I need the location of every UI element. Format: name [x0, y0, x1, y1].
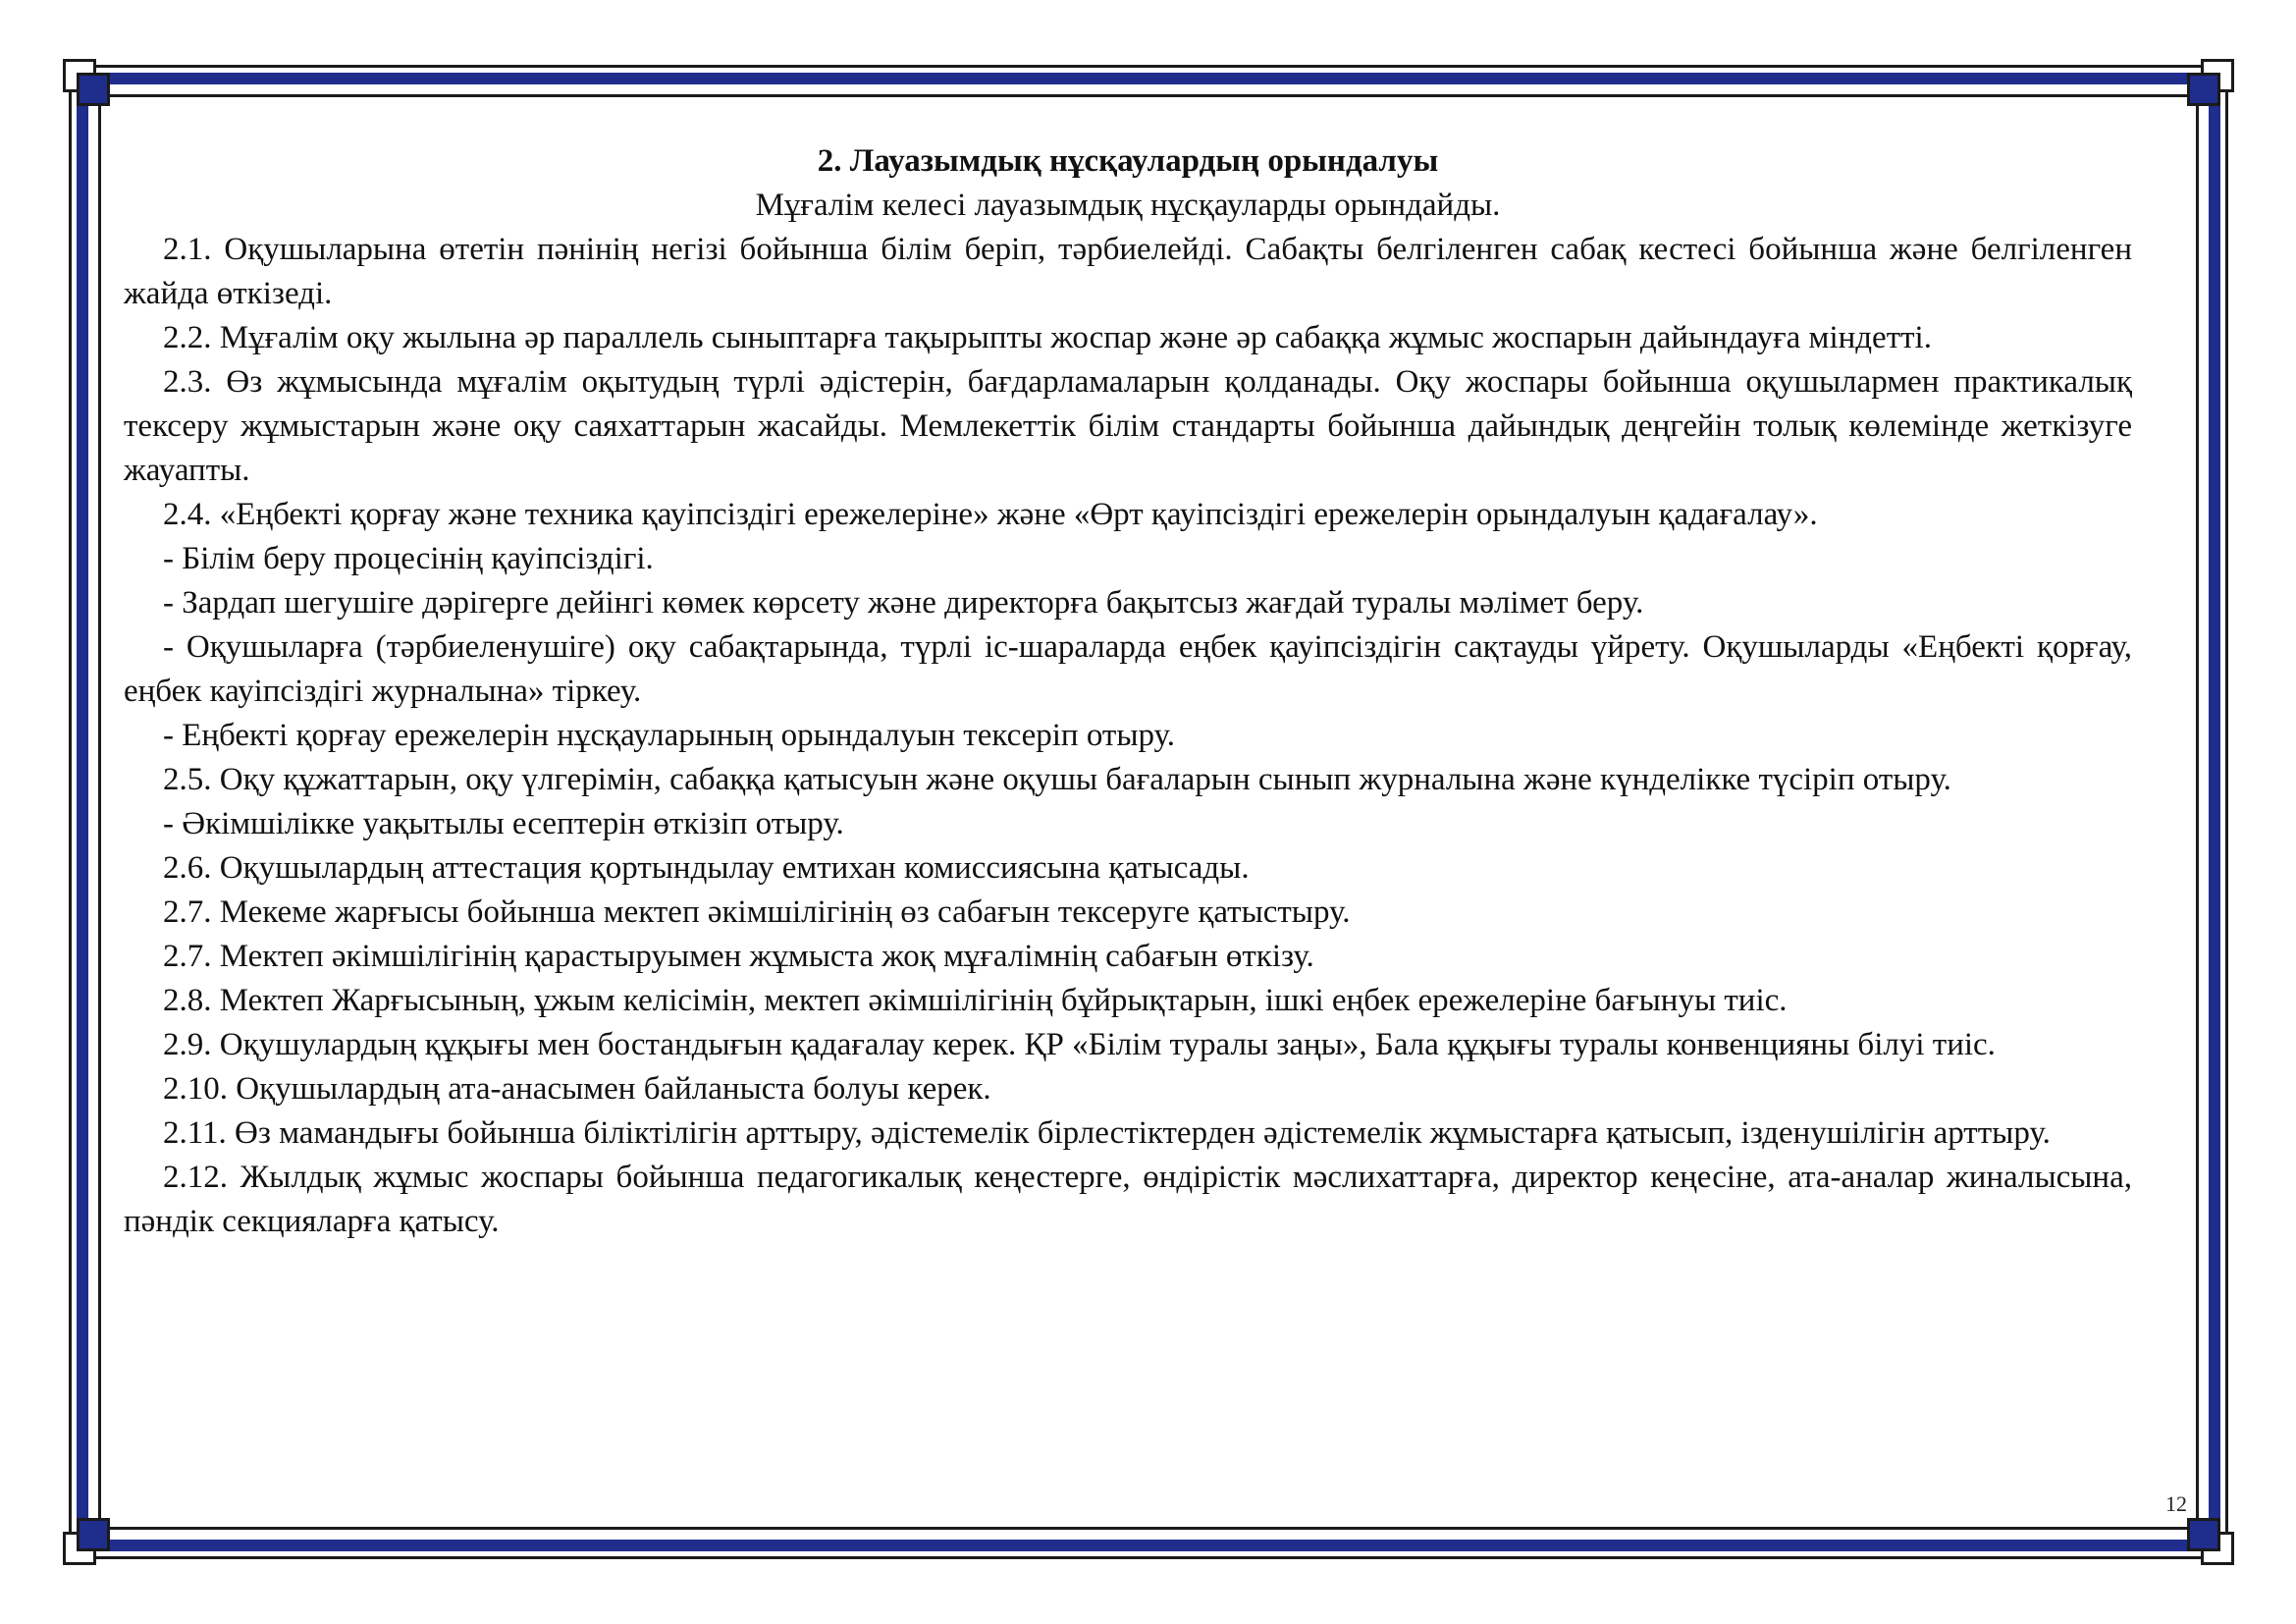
section-title: 2. Лауазымдық нұсқаулардың орындалуы: [817, 143, 1439, 179]
document-body: [124, 139, 2132, 1244]
frame-corner-ornament: [2187, 1518, 2234, 1565]
paragraph: 2.4. «Еңбекті қорғау және техника қауіпсіздігі ережелеріне» және «Өрт қауіпсіздігі ережелерін орындалуын қадағалау».: [163, 497, 1818, 532]
frame-corner-ornament: [63, 1518, 110, 1565]
paragraph: 2.6. Оқушылардың аттестация қортындылау емтихан комиссиясына қатысады.: [163, 850, 1250, 886]
paragraph: 2.5. Оқу құжаттарын, оқу үлгерімін, сабаққа қатысуын және оқушы бағаларын сынып журналына және күнделікке түсіріп отыру.: [163, 762, 1951, 797]
paragraph: 2.8. Мектеп Жарғысының, ұжым келісімін, мектеп әкімшілігінің бұйрықтарын, ішкі еңбек ережелеріне бағынуы тиіс.: [163, 983, 1788, 1018]
paragraph: 2.7. Мектеп әкімшілігінің қарастыруымен жұмыста жоқ мұғалімнің сабағын өткізу.: [163, 939, 1314, 974]
paragraph: 2.9. Оқушулардың құқығы мен бостандығын қадағалау керек. ҚР «Білім туралы заңы», Бала құқығы туралы конвенцияны білуі тиіс.: [163, 1027, 1996, 1062]
frame-corner-ornament: [2187, 59, 2234, 106]
paragraph: 2.11. Өз мамандығы бойынша біліктілігін арттыру, әдістемелік бірлестіктерден әдістемелік жұмыстарға қатысып, ізденушілігін арттыру.: [163, 1115, 2051, 1151]
paragraph: 2.12. Жылдық жұмыс жоспары бойынша педагогикалық кеңестерге, өндірістік мәслихаттарға, директор кеңесіне, ата-аналар жиналысына, пәндік секцияларға қатысу.: [124, 1160, 2132, 1239]
frame-corner-ornament: [63, 59, 110, 106]
paragraph: 2.7. Мекеме жарғысы бойынша мектеп әкімшілігінің өз сабағын тексеруге қатыстыру.: [163, 894, 1351, 930]
paragraph: 2.3. Өз жұмысында мұғалім оқытудың түрлі әдістерін, бағдарламаларын қолданады. Оқу жоспары бойынша оқушылармен практикалық тексеру жұмыстарын және оқу саяхаттарын жасайды. Мемлекеттік білім стандарты бойынша дайындық деңгейін толық көлемінде жеткізуге жауапты.: [124, 364, 2132, 488]
paragraph: - Оқушыларға (тәрбиеленушіге) оқу сабақтарында, түрлі іс-шараларда еңбек қауіпсіздігін сақтауды үйрету. Оқушыларды «Еңбекті қорғау, еңбек кауіпсіздігі журналына» тіркеу.: [124, 629, 2132, 709]
paragraph: - Зардап шегушіге дәрігерге дейінгі көмек көрсету және директорға бақытсыз жағдай туралы мәлімет беру.: [163, 585, 1644, 621]
page-number: 12: [2165, 1491, 2187, 1516]
paragraph: 2.2. Мұғалім оқу жылына әр параллель сыныптарға тақырыпты жоспар және әр сабаққа жұмыс жоспарын дайындауға міндетті.: [163, 320, 1932, 355]
paragraph: 2.10. Оқушылардың ата-анасымен байланыста болуы керек.: [163, 1071, 991, 1107]
paragraph: - Әкімшілікке уақытылы есептерін өткізіп отыру.: [163, 806, 844, 841]
paragraph: - Еңбекті қорғау ережелерін нұсқауларының орындалуын тексеріп отыру.: [163, 718, 1176, 753]
paragraph: 2.1. Оқушыларына өтетін пәнінің негізі бойынша білім беріп, тәрбиелейді. Сабақты белгіленген сабақ кестесі бойынша және белгіленген жайда өткізеді.: [124, 232, 2132, 311]
paragraph: - Білім беру процесінің қауіпсіздігі.: [163, 541, 654, 576]
section-subtitle: Мұғалім келесі лауазымдық нұсқауларды орындайды.: [755, 188, 1501, 223]
